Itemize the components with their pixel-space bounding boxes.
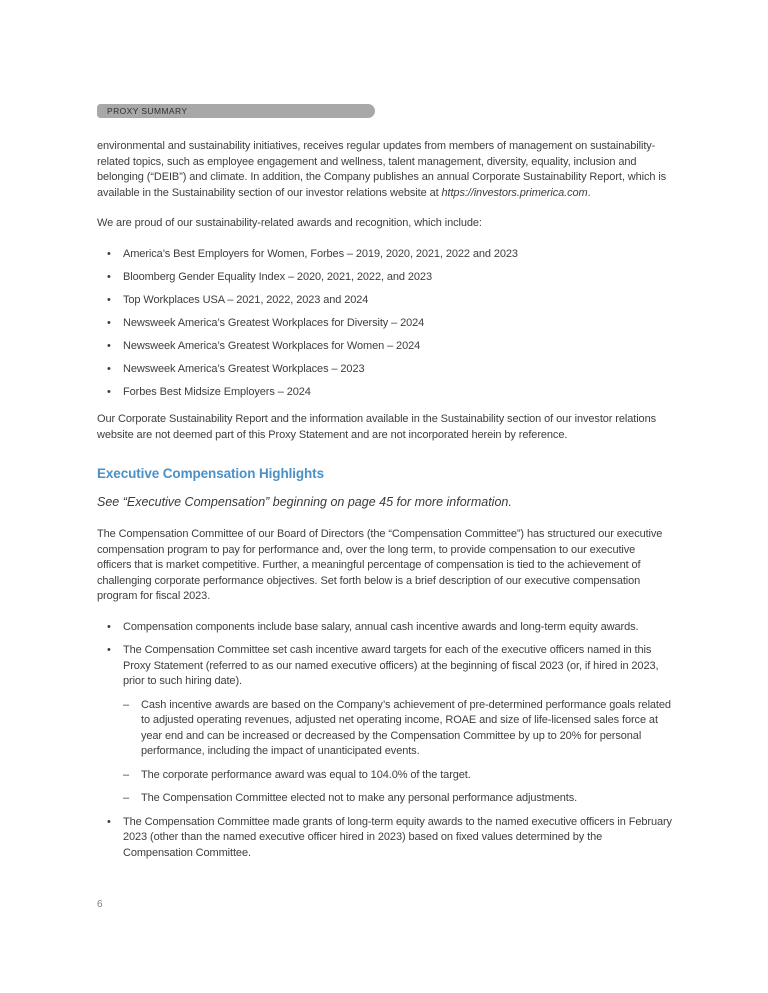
award-item-text: Bloomberg Gender Equality Index – 2020, 2021, 2022, and 2023: [123, 270, 432, 283]
bullet-icon: •: [107, 644, 111, 656]
award-item-text: Newsweek America’s Greatest Workplaces for Diversity – 2024: [123, 316, 425, 329]
exec-bullet: [97, 815, 672, 862]
bullet-icon: •: [107, 247, 111, 260]
exec-bullet: [97, 620, 672, 636]
bullet-icon: •: [107, 362, 111, 375]
page-number: 6: [97, 899, 103, 910]
bullet-icon: •: [107, 293, 111, 306]
exec-sub-bullet-text: The Compensation Committee elected not to make any personal performance adjustments.: [141, 792, 578, 804]
award-item-text: Newsweek America’s Greatest Workplaces for Women – 2024: [123, 339, 421, 352]
intro-paragraph: [97, 139, 672, 201]
dash-icon: –: [123, 698, 130, 711]
exec-sub-bullet: [97, 768, 672, 784]
exec-sub-bullet-text: The corporate performance award was equal to 104.0% of the target.: [141, 768, 471, 781]
exec-sub-bullet-text: Cash incentive awards are based on the Company’s achievement of pre-determined performance goals related to adjusted operating revenues, adjusted net operating income, ROAE and size of life-licensed sales force at year end and can be increased or decreased by the Compensation Committee by up to 20% for personal performance, including the impact of unanticipated events.: [141, 698, 671, 757]
exec-bullet-text: The Compensation Committee made grants of long-term equity awards to the named executive officers in February 2023 (other than the named executive officer hired in 2023) based on fixed values determined by the Compensation Committee.: [123, 815, 672, 859]
disclaimer-paragraph: Our Corporate Sustainability Report and the information available in the Sustainability section of our investor relations website are not deemed part of this Proxy Statement and are not incorporated herein by reference.: [97, 413, 656, 441]
exec-comp-heading: Executive Compensation Highlights: [97, 466, 324, 481]
proxy-summary-label: PROXY SUMMARY: [107, 106, 188, 116]
award-item-text: Newsweek America’s Greatest Workplaces – 2023: [123, 362, 365, 375]
awards-lead: We are proud of our sustainability-related awards and recognition, which include:: [97, 217, 482, 229]
bullet-icon: •: [107, 385, 111, 398]
bullet-icon: •: [107, 620, 111, 633]
exec-bullet-text: The Compensation Committee set cash incentive award targets for each of the executive officers named in this Proxy Statement (referred to as our named executive officers) at the beginning of fiscal 2023 (or, if hired in 2023, prior to such hiring date).: [123, 644, 659, 687]
dash-icon: –: [123, 768, 130, 781]
award-item-text: Top Workplaces USA – 2021, 2022, 2023 and 2024: [123, 293, 369, 306]
bullet-icon: •: [107, 339, 111, 352]
award-item-text: America’s Best Employers for Women, Forbes – 2019, 2020, 2021, 2022 and 2023: [123, 247, 518, 260]
exec-comp-list: [97, 620, 672, 862]
intro-text: environmental and sustainability initiatives, receives regular updates from members of management on sustainability-related topics, such as employee engagement and wellness, talent management, diversity, equality, inclusion and belonging (“DEIB”) and climate. In addition, the Company publishes an annual Corporate Sustainability Report, which is available in the Sustainability section of our investor relations website at: [97, 140, 667, 199]
page-content: [97, 104, 672, 869]
award-item: [97, 362, 672, 378]
exec-bullet: [97, 643, 672, 690]
award-item: [97, 316, 672, 332]
bullet-icon: •: [107, 270, 111, 283]
proxy-summary-badge: [97, 104, 375, 118]
award-item: [97, 270, 672, 286]
exec-sub-bullet: [97, 698, 672, 760]
awards-list: [97, 247, 672, 401]
award-item-text: Forbes Best Midsize Employers – 2024: [123, 385, 311, 398]
intro-text-end: .: [587, 186, 591, 199]
bullet-icon: •: [107, 316, 111, 329]
bullet-icon: •: [107, 815, 111, 828]
dash-icon: –: [123, 792, 130, 804]
award-item: [97, 293, 672, 309]
exec-sub-bullet: [97, 791, 672, 807]
exec-bullet-text: Compensation components include base salary, annual cash incentive awards and long-term equity awards.: [123, 620, 639, 633]
award-item: [97, 339, 672, 355]
award-item: [97, 385, 672, 401]
exec-comp-paragraph: The Compensation Committee of our Board of Directors (the “Compensation Committee”) has structured our executive compensation program to pay for performance and, over the long term, to provide compensation to our executive officers that is market competitive. Further, a meaningful percentage of compensation is tied to the achievement of challenging corporate performance objectives. Set forth below is a brief description of our executive compensation program for fiscal 2023.: [97, 528, 663, 602]
investor-relations-link[interactable]: https://investors.primerica.com: [441, 186, 588, 199]
award-item: [97, 247, 672, 263]
exec-comp-crossref: See “Executive Compensation” beginning on page 45 for more information.: [97, 495, 512, 509]
